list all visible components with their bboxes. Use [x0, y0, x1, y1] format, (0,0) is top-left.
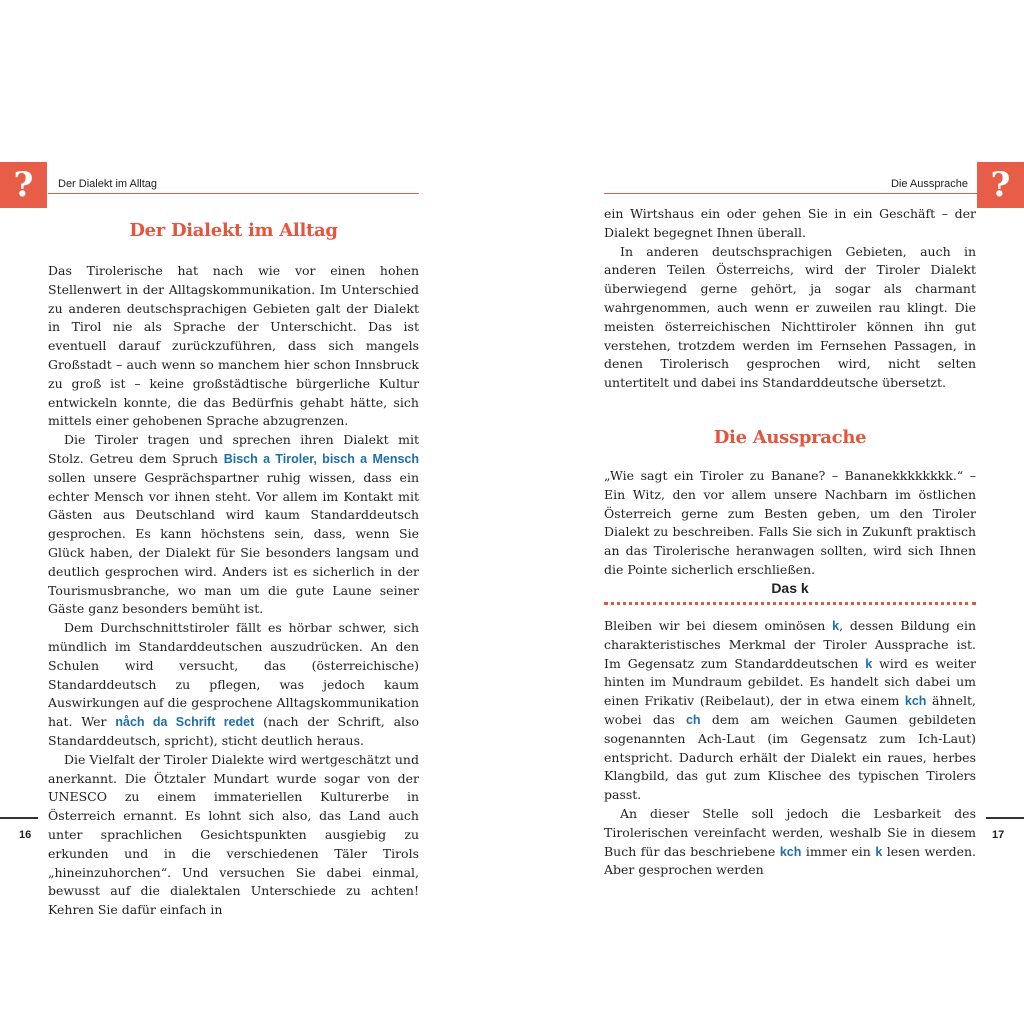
dialect-phrase: nåch da Schrift redet: [115, 715, 255, 730]
paragraph: Dem Durchschnittstiroler fällt es hörbar schwer, sich mündlich im Standarddeutschen auszudrücken. An den Schulen wird versucht, das (österreichische) Standarddeutsch zu pflegen, was jedoch kaum Auswirkungen auf die gesprochene Alltagskommunikation hat. Wer nåch da Schrift redet (nach der Schrift, also Standarddeutsch, spricht), sticht deutlich heraus.: [48, 620, 419, 748]
paragraph: In anderen deutschsprachigen Gebieten, auch in anderen Teilen Österreichs, wird der Tiroler Dialekt überwiegend gerne gehört, ja sogar als charmant wahrgenommen, auch wenn er zuweilen rau klingt. Die meisten österreichischen Nichttiroler können ihn gut verstehen, trotzdem werden im Fernsehen Passagen, in denen Tirolerisch gesprochen wird, nicht selten untertitelt und dabei ins Standarddeutsche übersetzt.: [604, 243, 976, 391]
page-number: 16: [19, 829, 32, 841]
paragraph: Das Tirolerische hat nach wie vor einen hohen Stellenwert in der Alltagskommunikation. Im Unterschied zu anderen deutschsprachigen Gebieten galt der Dialekt in Tirol nie als Sprache der Unterschicht. Das ist eventuell darauf zurückzuführen, dass sich mangels Großstadt – auch wenn so manchem hier schon Innsbruck zu groß ist – keine großstädtische bürgerliche Kultur entwickeln konnte, die das Bedürfnis gehabt hätte, sich mittels einer gehobenen Sprache abzugrenzen.: [48, 263, 419, 429]
paragraph: „Wie sagt ein Tiroler zu Banane? – Bananekkkkkkkk.“ – Ein Witz, den vor allem unsere Nachbarn im östlichen Österreich gerne zum Besten geben, um den Tiroler Dialekt zu beschreiben. Falls Sie sich in Zukunft praktisch an das Tirolerische heranwagen sollten, wird sich Ihnen die Pointe sicherlich erschließen.: [604, 468, 976, 577]
body-text: [604, 617, 976, 880]
question-mark-icon: ?: [977, 162, 1024, 208]
body-text: [604, 205, 976, 393]
dotted-divider: [604, 602, 976, 605]
question-mark-icon: ?: [0, 162, 47, 208]
sound-k: k: [865, 656, 873, 671]
sound-k: k: [875, 844, 883, 859]
running-head: Der Dialekt im Alltag: [58, 178, 158, 190]
sound-kch: kch: [779, 844, 802, 859]
sound-ch: ch: [685, 712, 701, 727]
paragraph: ein Wirtshaus ein oder gehen Sie in ein Geschäft – der Dialekt begegnet Ihnen überall.: [604, 206, 976, 240]
page-number-rule: [0, 817, 38, 819]
paragraph: Bleiben wir bei diesem ominösen k, dessen Bildung ein charakteristisches Merkmal der Tiroler Aussprache ist. Im Gegensatz zum Standarddeutschen k wird es weiter hinten im Mundraum gebildet. Es handelt sich dabei um einen Frikativ (Reibelaut), der in etwa einem kch ähnelt, wobei das ch dem am weichen Gaumen gebildeten sogenannten Ach-Laut (im Gegensatz zum Ich-Laut) entspricht. Dadurch erhält der Dialekt ein raues, herbes Klangbild, das gut zum Klischee des typischen Tirolers passt.: [604, 618, 976, 803]
page-number: 17: [992, 829, 1005, 841]
section-heading: Die Aussprache: [713, 427, 867, 448]
paragraph: Die Vielfalt der Tiroler Dialekte wird wertgeschätzt und anerkannt. Die Ötztaler Mundart wurde sogar von der UNESCO zu einem immateriellen Kulturerbe in Österreich ernannt. Es lohnt sich also, das Land auch unter sprachlichen Gesichtspunkten ausgiebig zu erkunden und in die verschiedenen Täler Tirols „hineinzuhorchen“. Und versuchen Sie dabei einmal, bewusst auf die dialektalen Unterschiede zu achten! Kehren Sie dafür einfach in: [48, 751, 419, 918]
right-page: [512, 0, 1024, 1024]
body-text: [604, 467, 976, 580]
paragraph: Die Tiroler tragen und sprechen ihren Dialekt mit Stolz. Getreu dem Spruch Bisch a Tiroler, bisch a Mensch sollen unsere Gesprächspartner ruhig wissen, dass ein echter Mensch vor ihnen steht. Vor allem im Kontakt mit Gästen aus Deutschland wird kaum Standarddeutsch gesprochen. Es kann höchstens sein, dass, wenn Sie Glück haben, der Dialekt für Sie besonders langsam und deutlich gesprochen wird. Anders ist es sicherlich in der Tourismusbranche, wo man um die gute Laune seiner Gäste ganz besonders bemüht ist.: [48, 432, 419, 617]
body-text: [48, 262, 419, 920]
paragraph: An dieser Stelle soll jedoch die Lesbarkeit des Tirolerischen vereinfacht werden, weshalb Sie in diesem Buch für das beschriebene kch immer ein k lesen werden. Aber gesprochen werden: [604, 805, 976, 878]
running-head: Die Aussprache: [890, 178, 968, 190]
sound-k: k: [832, 619, 840, 633]
page-number-rule: [986, 817, 1024, 819]
section-heading: Der Dialekt im Alltag: [129, 220, 338, 241]
sound-kch: kch: [904, 694, 927, 709]
header-rule: [604, 193, 978, 194]
subheading: Das k: [771, 580, 809, 596]
dialect-phrase: Bisch a Tiroler, bisch a Mensch: [223, 451, 419, 466]
header-rule: [48, 193, 419, 194]
